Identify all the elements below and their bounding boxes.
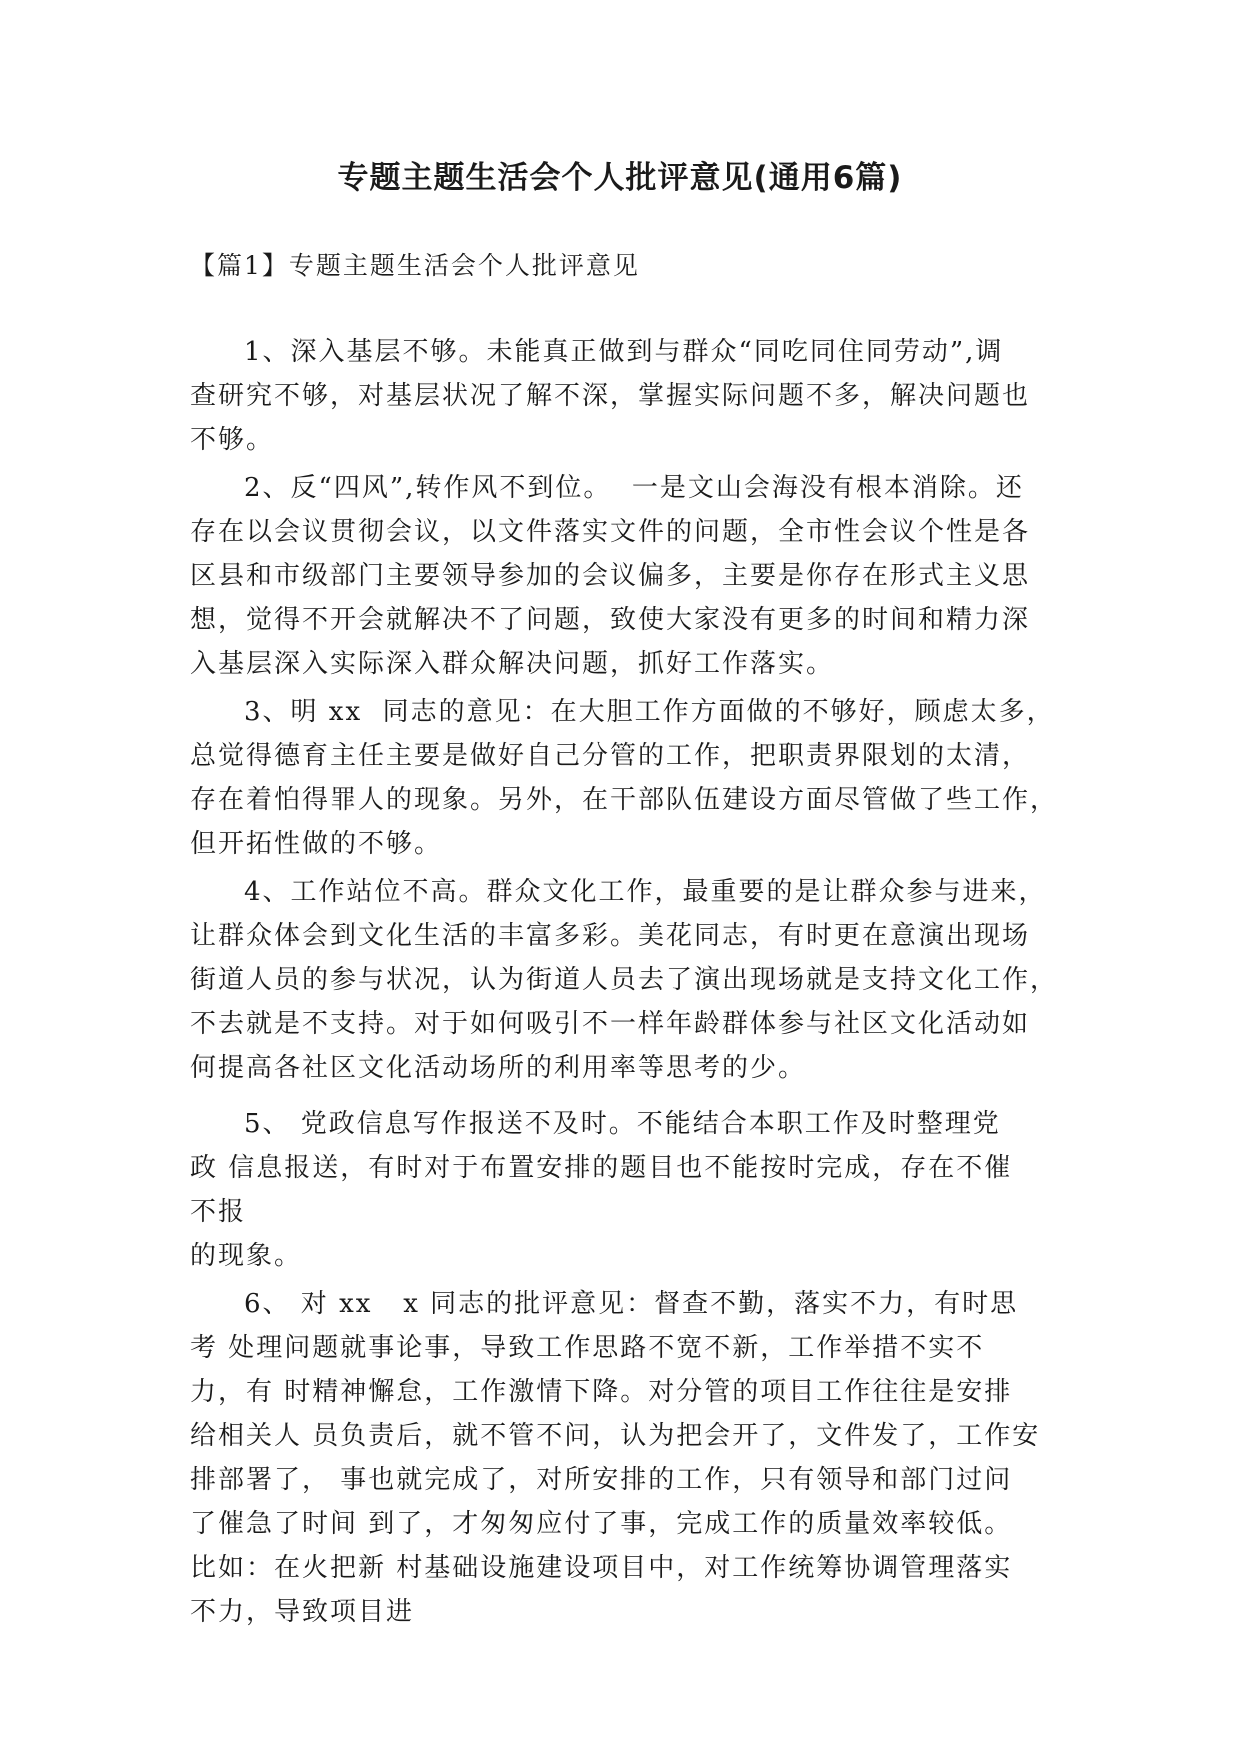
- paragraph-line: 何提高各社区文化活动场所的利用率等思考的少。: [190, 1053, 807, 1083]
- paragraph-4: [190, 870, 1059, 1090]
- document-body: [190, 330, 1059, 1638]
- paragraph-spacer: [190, 1094, 1050, 1102]
- paragraph-5: [190, 1102, 1050, 1278]
- paragraph-line: 政 信息报送，有时对于布置安排的题目也不能按时完成，存在不催: [190, 1153, 1013, 1183]
- paragraph-line: 给相关人 员负责后，就不管不问，认为把会开了，文件发了，工作安: [190, 1421, 1041, 1451]
- paragraph-1: [190, 330, 1050, 462]
- paragraph-line: 不去就是不支持。对于如何吸引不一样年龄群体参与社区文化活动如: [190, 1009, 1031, 1039]
- paragraph-line: 查研究不够，对基层状况了解不深，掌握实际问题不多，解决问题也: [190, 381, 1031, 411]
- paragraph-line: 2、反“四风”,转作风不到位。 一是文山会海没有根本消除。还: [244, 473, 1024, 503]
- paragraph-line: 存在着怕得罪人的现象。另外，在干部队伍建设方面尽管做了些工作，: [190, 785, 1059, 815]
- paragraph-6: [190, 1282, 1050, 1634]
- paragraph-line: 不够。: [190, 425, 275, 455]
- paragraph-line: 但开拓性做的不够。: [190, 829, 443, 859]
- paragraph-line: 4、工作站位不高。群众文化工作，最重要的是让群众参与进来，: [244, 877, 1047, 907]
- paragraph-line: 总觉得德育主任主要是做好自己分管的工作，把职责界限划的太清，: [190, 741, 1031, 771]
- paragraph-line: 比如：在火把新 村基础设施建设项目中，对工作统筹协调管理落实: [190, 1553, 1013, 1583]
- paragraph-line: 排部署了， 事也就完成了，对所安排的工作，只有领导和部门过问: [190, 1465, 1013, 1495]
- paragraph-line: 了催急了时间 到了，才匆匆应付了事，完成工作的质量效率较低。: [190, 1509, 1013, 1539]
- paragraph-2: [190, 466, 1050, 686]
- paragraph-line: 不报: [190, 1197, 247, 1227]
- paragraph-line: 5、 党政信息写作报送不及时。不能结合本职工作及时整理党: [244, 1109, 1001, 1139]
- paragraph-line: 街道人员的参与状况，认为街道人员去了演出现场就是支持文化工作，: [190, 965, 1059, 995]
- paragraph-line: 区县和市级部门主要领导参加的会议偏多，主要是你存在形式主义思: [190, 561, 1031, 591]
- paragraph-line: 6、 对 xx x 同志的批评意见：督查不勤，落实不力，有时思: [244, 1289, 1019, 1319]
- paragraph-line: 入基层深入实际深入群众解决问题，抓好工作落实。: [190, 649, 835, 679]
- paragraph-line: 3、明 xx 同志的意见：在大胆工作方面做的不够好，顾虑太多，: [244, 697, 1055, 727]
- paragraph-line: 的现象。: [190, 1241, 303, 1271]
- paragraph-line: 存在以会议贯彻会议，以文件落实文件的问题，全市性会议个性是各: [190, 517, 1031, 547]
- paragraph-line: 1、深入基层不够。未能真正做到与群众“同吃同住同劳动”,调: [244, 337, 1004, 367]
- paragraph-3: [190, 690, 1059, 866]
- section-heading: 【篇1】专题主题生活会个人批评意见: [190, 251, 640, 280]
- paragraph-line: 让群众体会到文化生活的丰富多彩。美花同志，有时更在意演出现场: [190, 921, 1031, 951]
- paragraph-line: 力，有 时精神懈怠，工作激情下降。对分管的项目工作往往是安排: [190, 1377, 1013, 1407]
- paragraph-line: 考 处理问题就事论事，导致工作思路不宽不新，工作举措不实不: [190, 1333, 985, 1363]
- paragraph-line: 想，觉得不开会就解决不了问题，致使大家没有更多的时间和精力深: [190, 605, 1031, 635]
- document-title: 专题主题生活会个人批评意见(通用6篇): [337, 160, 903, 196]
- paragraph-line: 不力，导致项目进: [190, 1597, 415, 1627]
